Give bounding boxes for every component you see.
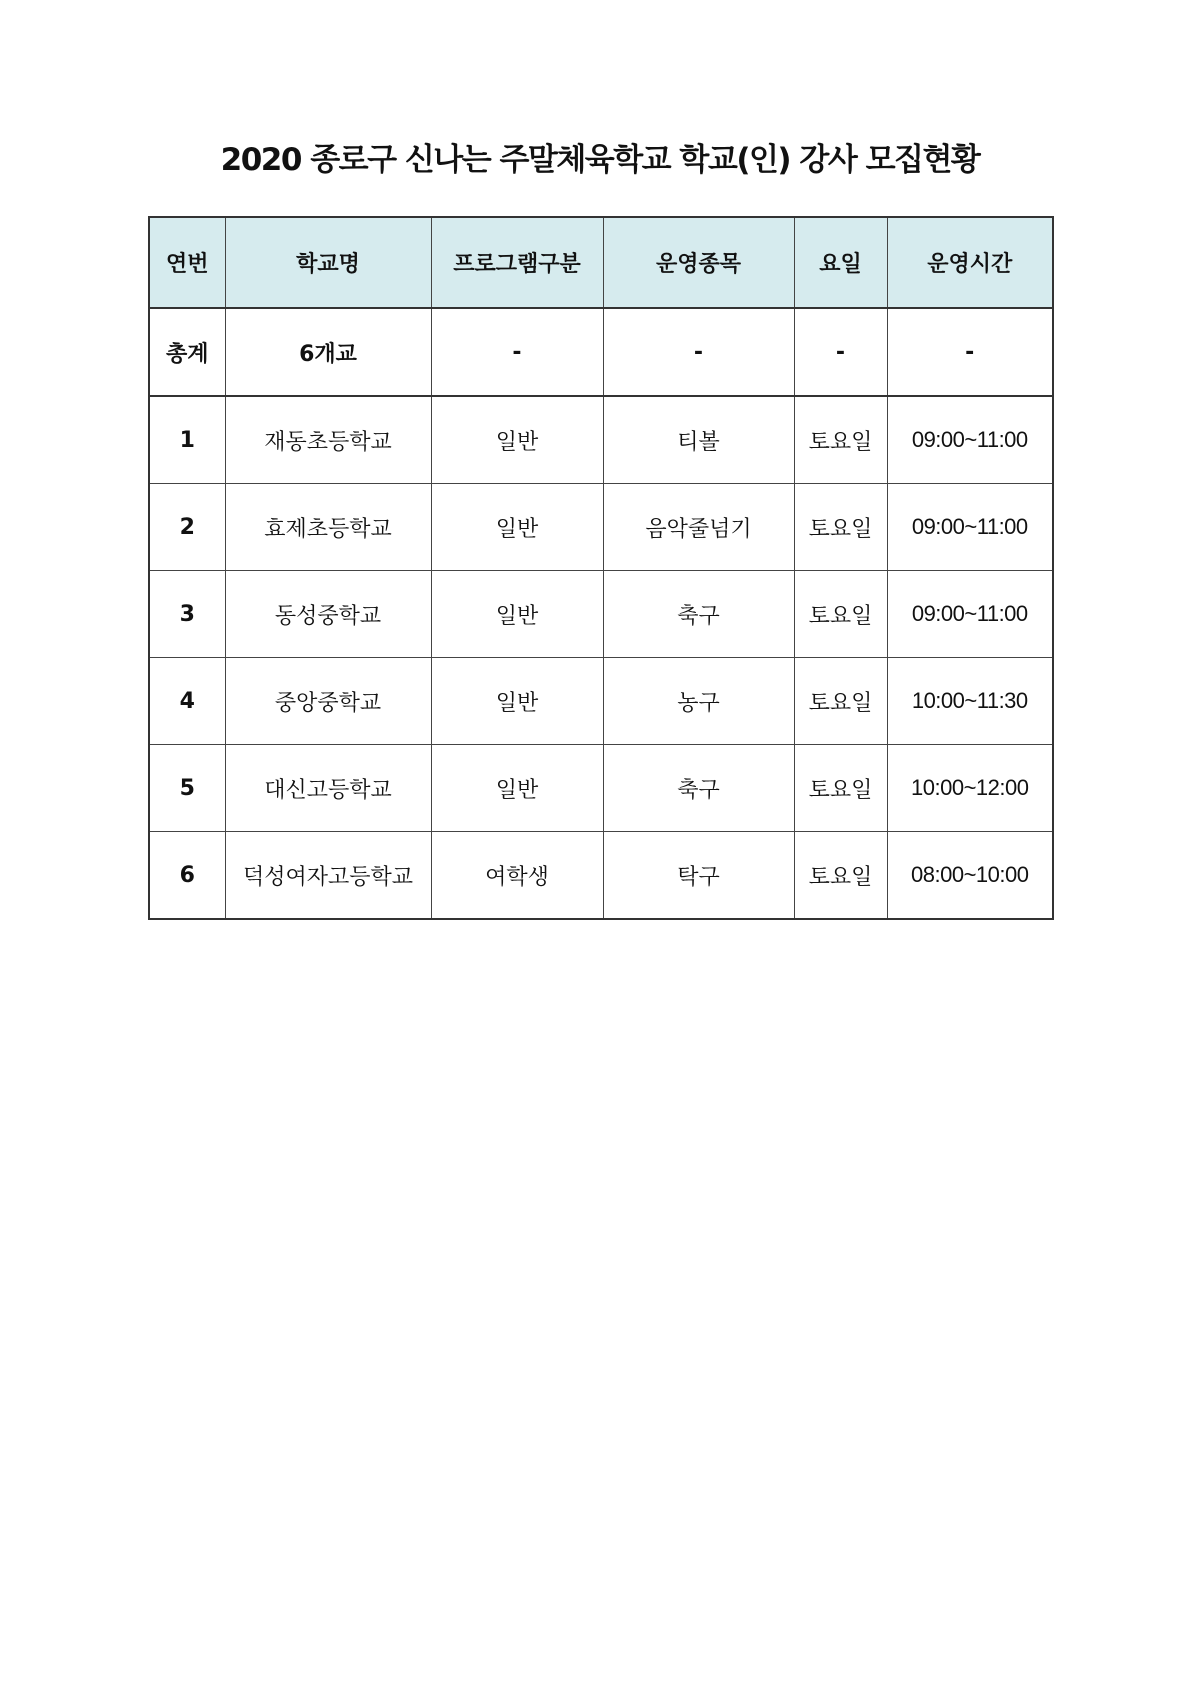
row-time: 09:00~11:00 <box>887 484 1053 571</box>
row-school: 대신고등학교 <box>225 745 431 832</box>
header-no: 연번 <box>149 217 225 308</box>
recruitment-status-table <box>148 216 1054 920</box>
total-time: - <box>887 308 1053 396</box>
row-school: 중앙중학교 <box>225 658 431 745</box>
row-no: 1 <box>149 396 225 484</box>
row-day: 토요일 <box>794 571 887 658</box>
row-sport: 농구 <box>603 658 794 745</box>
row-time: 08:00~10:00 <box>887 832 1053 920</box>
row-sport: 탁구 <box>603 832 794 920</box>
row-time: 09:00~11:00 <box>887 396 1053 484</box>
row-day: 토요일 <box>794 658 887 745</box>
table-row <box>149 745 1053 832</box>
total-sport: - <box>603 308 794 396</box>
row-time: 10:00~11:30 <box>887 658 1053 745</box>
table-header-row <box>149 217 1053 308</box>
row-program: 일반 <box>431 396 603 484</box>
row-time: 10:00~12:00 <box>887 745 1053 832</box>
row-program: 일반 <box>431 745 603 832</box>
table-row <box>149 396 1053 484</box>
row-sport: 티볼 <box>603 396 794 484</box>
row-no: 6 <box>149 832 225 920</box>
row-school: 덕성여자고등학교 <box>225 832 431 920</box>
table-row <box>149 571 1053 658</box>
row-school: 효제초등학교 <box>225 484 431 571</box>
header-day: 요일 <box>794 217 887 308</box>
row-program: 여학생 <box>431 832 603 920</box>
row-day: 토요일 <box>794 484 887 571</box>
total-program: - <box>431 308 603 396</box>
table-row <box>149 832 1053 920</box>
header-school: 학교명 <box>225 217 431 308</box>
row-day: 토요일 <box>794 745 887 832</box>
row-sport: 음악줄넘기 <box>603 484 794 571</box>
row-program: 일반 <box>431 484 603 571</box>
page-title: 2020 종로구 신나는 주말체육학교 학교(인) 강사 모집현황 <box>220 142 980 178</box>
table-row <box>149 484 1053 571</box>
total-label: 총계 <box>149 308 225 396</box>
row-sport: 축구 <box>603 745 794 832</box>
row-no: 3 <box>149 571 225 658</box>
row-day: 토요일 <box>794 396 887 484</box>
total-row <box>149 308 1053 396</box>
table-row <box>149 658 1053 745</box>
header-program: 프로그램구분 <box>431 217 603 308</box>
row-sport: 축구 <box>603 571 794 658</box>
row-day: 토요일 <box>794 832 887 920</box>
row-school: 재동초등학교 <box>225 396 431 484</box>
total-day: - <box>794 308 887 396</box>
row-program: 일반 <box>431 658 603 745</box>
header-sport: 운영종목 <box>603 217 794 308</box>
row-time: 09:00~11:00 <box>887 571 1053 658</box>
total-school-count: 6개교 <box>225 308 431 396</box>
row-program: 일반 <box>431 571 603 658</box>
row-no: 2 <box>149 484 225 571</box>
header-time: 운영시간 <box>887 217 1053 308</box>
row-school: 동성중학교 <box>225 571 431 658</box>
row-no: 5 <box>149 745 225 832</box>
row-no: 4 <box>149 658 225 745</box>
